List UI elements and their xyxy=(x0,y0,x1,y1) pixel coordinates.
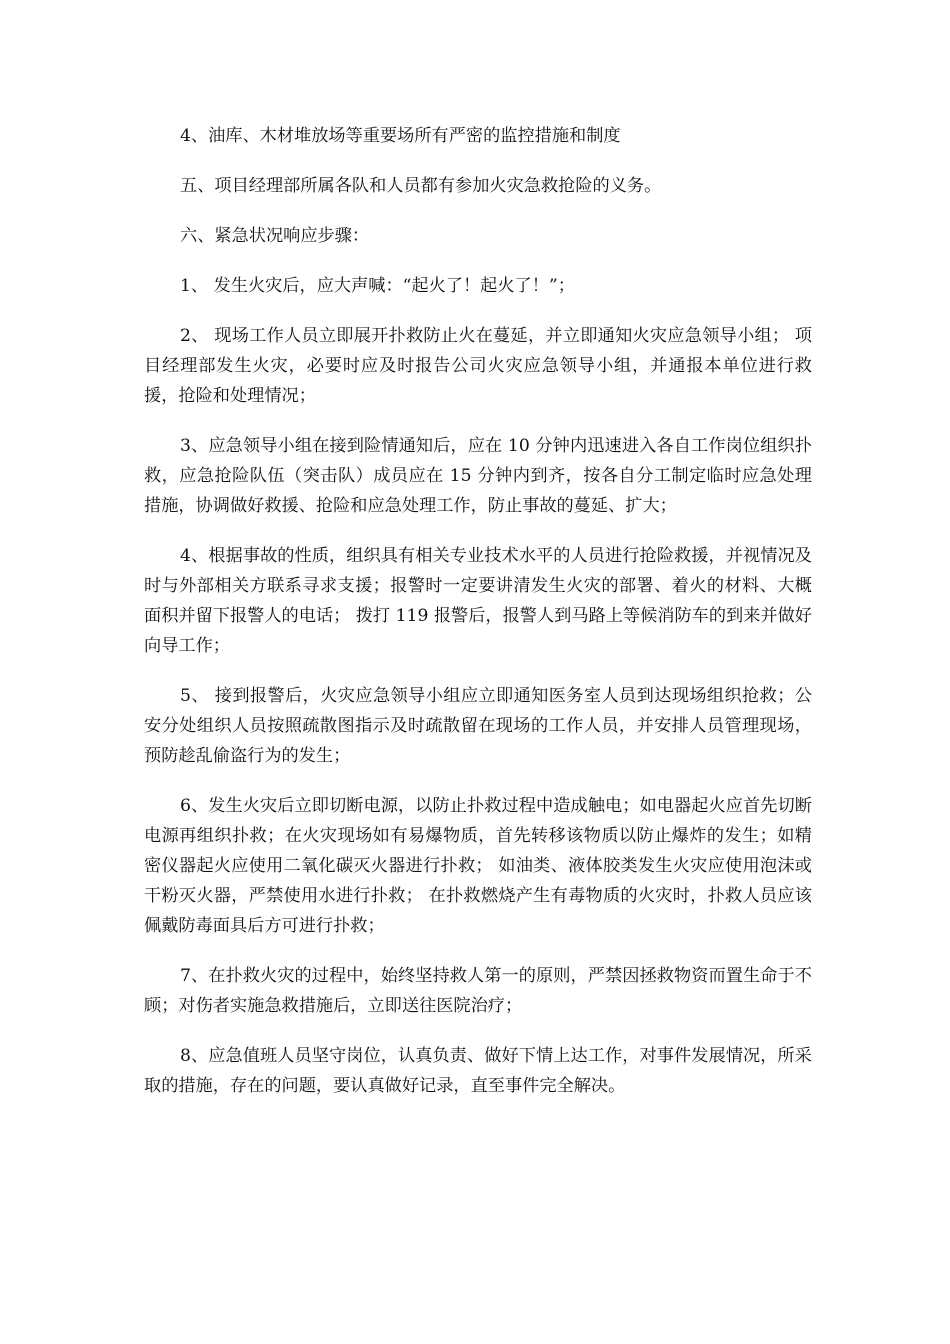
document-body xyxy=(144,121,812,1121)
paragraph-section-6-heading: 六、紧急状况响应步骤： xyxy=(180,226,370,246)
paragraph-step-6: 6、发生火灾后立即切断电源，以防止扑救过程中造成触电；如电器起火应首先切断电源再组织扑救；在火灾现场如有易爆物质，首先转移该物质以防止爆炸的发生；如精密仪器起火应使用二氧化碳灭火器进行扑救； 如油类、液体胶类发生火灾应使用泡沫或干粉灭火器，严禁使用水进行扑救； 在扑救燃烧产生有毒物质的火灾时，扑救人员应该佩戴防毒面具后方可进行扑救； xyxy=(144,796,812,936)
paragraph-step-2: 2、 现场工作人员立即展开扑救防止火在蔓延，并立即通知火灾应急领导小组； 项目经理部发生火灾，必要时应及时报告公司火灾应急领导小组，并通报本单位进行救援，抢险和处理情况； xyxy=(144,326,812,406)
paragraph-section-5-duty: 五、项目经理部所属各队和人员都有参加火灾急救抢险的义务。 xyxy=(180,176,662,196)
paragraph-item-4-oil-depot: 4、油库、木材堆放场等重要场所有严密的监控措施和制度 xyxy=(180,126,621,146)
paragraph-step-5: 5、 接到报警后，火灾应急领导小组应立即通知医务室人员到达现场组织抢救；公安分处组织人员按照疏散图指示及时疏散留在现场的工作人员，并安排人员管理现场，预防趁乱偷盗行为的发生； xyxy=(144,686,812,766)
paragraph-step-3: 3、应急领导小组在接到险情通知后，应在 10 分钟内迅速进入各自工作岗位组织扑救，应急抢险队伍（突击队）成员应在 15 分钟内到齐，按各自分工制定临时应急处理措施，协调做好救援、抢险和应急处理工作，防止事故的蔓延、扩大； xyxy=(144,436,812,516)
paragraph-step-1: 1、 发生火灾后，应大声喊：“起火了！起火了！”； xyxy=(180,276,575,296)
paragraph-step-7: 7、在扑救火灾的过程中，始终坚持救人第一的原则，严禁因拯救物资而置生命于不顾；对伤者实施急救措施后，立即送往医院治疗； xyxy=(144,966,812,1016)
paragraph-step-8: 8、应急值班人员坚守岗位，认真负责、做好下情上达工作，对事件发展情况，所采取的措施，存在的问题，要认真做好记录，直至事件完全解决。 xyxy=(144,1046,812,1096)
paragraph-step-4: 4、根据事故的性质，组织具有相关专业技术水平的人员进行抢险救援，并视情况及时与外部相关方联系寻求支援；报警时一定要讲清发生火灾的部署、着火的材料、大概面积并留下报警人的电话； 拨打 119 报警后，报警人到马路上等候消防车的到来并做好向导工作； xyxy=(144,546,812,656)
